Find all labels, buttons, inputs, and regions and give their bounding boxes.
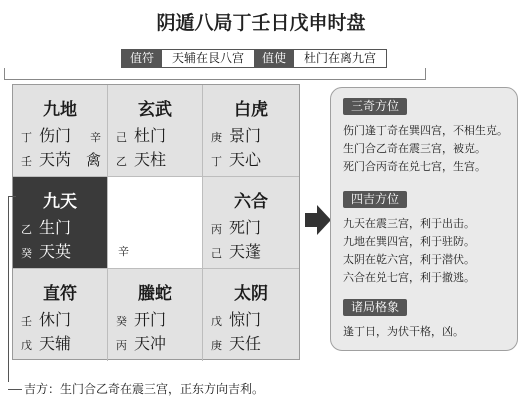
zhifu-label: 值符 [122,50,162,67]
palace-southeast [13,85,108,177]
siji-line: 九天在震三宫，利于出击。 [343,217,475,230]
palace-extra-stem: 辛 [90,131,101,144]
palace-star: 天冲 [134,334,167,353]
palace-door: 惊门 [229,310,262,329]
palace-door: 休门 [39,310,72,329]
palace-stem: 丁 [211,155,222,168]
palace-god: 直符 [43,284,77,304]
palace-door: 死门 [229,218,262,237]
palace-god: 白虎 [234,100,268,120]
palace-stem: 庚 [211,339,222,352]
siji-line: 太阴在乾六宫，利于潜伏。 [343,253,475,266]
zhifu-value: 天辅在艮八宫 [162,50,254,67]
palace-god: 六合 [234,192,268,212]
palace-stem: 癸 [21,247,32,260]
analysis-panel [330,87,518,351]
page-title: 阴遁八局丁壬日戊申时盘 [156,12,366,34]
arrow-right-icon [305,204,331,236]
palace-star: 天柱 [134,150,167,169]
siji-line: 九地在巽四宫，利于驻防。 [343,235,475,248]
palace-door: 生门 [39,218,72,237]
palace-stem: 丙 [116,339,127,352]
palace-god: 玄武 [138,100,172,120]
palace-stem: 戊 [211,315,222,328]
duty-info-bar [121,49,387,68]
palace-god: 螣蛇 [138,284,172,304]
palace-stem: 己 [211,247,222,260]
palace-stem: 丁 [21,131,32,144]
palace-god: 太阴 [234,284,268,304]
palace-center [108,177,203,269]
palace-star: 天心 [229,150,262,169]
palace-west [203,177,299,269]
palace-stem: 乙 [21,223,32,236]
palace-door: 伤门 [39,126,72,145]
palace-northwest [203,269,299,361]
footer-connector [8,196,9,382]
palace-stem: 乙 [116,155,127,168]
palace-star: 天芮 [39,150,72,169]
center-stem: 辛 [118,245,129,258]
palace-stem: 己 [116,131,127,144]
palace-north [108,269,203,361]
nine-palace-grid [12,84,300,360]
palace-god: 九天 [43,192,77,212]
palace-stem: 壬 [21,155,32,168]
palace-stem: 庚 [211,131,222,144]
footer-text: 吉方：生门合乙奇在震三宫，正东方向吉利。 [24,382,265,396]
geju-line: 逢丁日，为伏干格，凶。 [343,325,464,338]
palace-star: 天任 [229,334,262,353]
sanqi-title: 三奇方位 [343,98,407,115]
footer-connector-tick [8,196,16,197]
palace-east [13,177,108,269]
siji-title: 四吉方位 [343,191,407,208]
zhishi-value: 杜门在离九宫 [294,50,386,67]
sanqi-line: 伤门逢丁奇在巽四宫，不相生克。 [343,124,508,137]
palace-stem: 丙 [211,223,222,236]
palace-door: 景门 [229,126,262,145]
footer-note [8,380,264,397]
sanqi-line: 死门合丙奇在兑七宫，生宫。 [343,160,486,173]
palace-stem: 癸 [116,315,127,328]
geju-title: 诸局格象 [343,299,407,316]
palace-star: 天英 [39,242,72,261]
siji-line: 六合在兑七宫，利于撤逃。 [343,271,475,284]
palace-northeast [13,269,108,361]
zhishi-label: 值使 [254,50,294,67]
sanqi-line: 生门合乙奇在震三宫，被克。 [343,142,486,155]
palace-door: 杜门 [134,126,167,145]
palace-extra-star: 禽 [85,151,101,169]
palace-star: 天蓬 [229,242,262,261]
header-bracket [4,68,426,80]
palace-stem: 壬 [21,315,32,328]
palace-door: 开门 [134,310,167,329]
palace-southwest [203,85,299,177]
palace-south [108,85,203,177]
palace-star: 天辅 [39,334,72,353]
palace-stem: 戊 [21,339,32,352]
palace-god: 九地 [43,100,77,120]
